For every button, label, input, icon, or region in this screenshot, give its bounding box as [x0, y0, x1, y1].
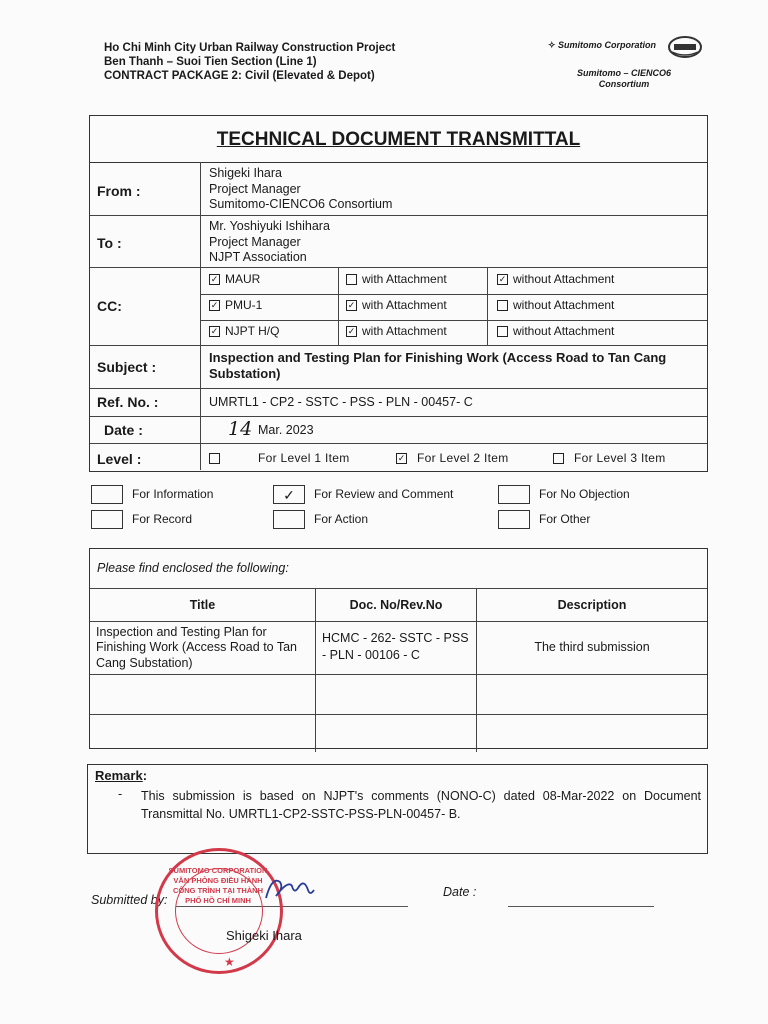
column-header-description: Description — [477, 589, 708, 621]
checkbox[interactable] — [497, 300, 508, 311]
level-option-text: For Level 2 Item — [417, 451, 509, 465]
level-option-text: For Level 1 Item — [258, 451, 350, 465]
purpose-label-3: For No Objection — [539, 487, 630, 501]
cell-title — [90, 715, 316, 752]
cc-without-attachment-0-text: without Attachment — [513, 272, 615, 286]
remark-bullet: - — [118, 787, 123, 801]
from-organization: Sumitomo-CIENCO6 Consortium — [209, 197, 393, 211]
date-label: Date : — [104, 422, 143, 438]
to-label: To : — [97, 235, 122, 251]
checkbox[interactable]: ✓ — [498, 274, 507, 285]
cc-recipient-0[interactable] — [209, 272, 260, 286]
enclosed-section — [89, 548, 708, 749]
stamp-star-icon: ★ — [224, 955, 235, 969]
cell-doc-no — [316, 675, 477, 715]
checkbox[interactable]: ✓ — [210, 274, 219, 285]
cc-with-attachment-2[interactable] — [346, 324, 447, 338]
level-option-3[interactable] — [553, 451, 666, 465]
purpose-label-2: For Review and Comment — [314, 487, 454, 501]
from-position: Project Manager — [209, 181, 301, 196]
transmittal-form — [89, 162, 708, 472]
purpose-label-4: For Record — [132, 512, 193, 526]
signer-name: Shigeki Ihara — [226, 928, 302, 943]
cc-with-attachment-0-text: with Attachment — [362, 272, 447, 286]
level-checkbox[interactable] — [209, 453, 220, 464]
purpose-checkbox-4[interactable] — [91, 510, 123, 529]
table-row — [90, 675, 707, 715]
cc-with-attachment-0[interactable] — [346, 272, 447, 286]
purpose-label-1: For Information — [132, 487, 214, 501]
sumitomo-mark-icon: ✧ — [548, 40, 559, 50]
cc-with-attachment-2-text: with Attachment — [362, 324, 447, 338]
purpose-checkbox-3[interactable] — [498, 485, 530, 504]
corporation-name: ✧ Sumitomo Corporation — [548, 40, 657, 50]
cc-recipient-2[interactable] — [209, 324, 279, 338]
cc-recipient-1[interactable] — [209, 298, 262, 312]
cell-description — [477, 675, 708, 715]
ref-value: UMRTL1 - CP2 - SSTC - PSS - PLN - 00457- C — [209, 395, 473, 409]
cc-recipient-2-text: NJPT H/Q — [225, 324, 280, 338]
level-option-1[interactable] — [209, 451, 350, 465]
from-block — [209, 166, 392, 213]
level-option-text: For Level 3 Item — [574, 451, 666, 465]
consortium-name: Sumitomo – CIENCO6 Consortium — [576, 68, 671, 89]
to-position: Project Manager — [209, 234, 301, 249]
cell-description: The third submission — [477, 621, 708, 675]
cc-with-attachment-1[interactable] — [346, 298, 447, 312]
checkbox[interactable]: ✓ — [210, 300, 219, 311]
purpose-checkbox-1[interactable] — [91, 485, 123, 504]
to-block — [209, 219, 330, 266]
table-row — [90, 621, 707, 675]
purpose-checkbox-5[interactable] — [273, 510, 305, 529]
remark-text: This submission is based on NJPT's comments (NONO-C) dated 08-Mar-2022 on Document Transmittal No. UMRTL1-CP2-SSTC-PSS-PLN-00457- B. — [141, 789, 701, 821]
from-label: From : — [97, 183, 141, 199]
checkbox[interactable]: ✓ — [347, 300, 356, 311]
submitted-by-label: Submitted by: — [91, 893, 168, 907]
cc-without-attachment-1-text: without Attachment — [513, 298, 615, 312]
cienco6-logo-icon — [668, 36, 702, 58]
cell-doc-no — [316, 715, 477, 752]
project-header — [104, 41, 395, 83]
remark-label: Remark: — [95, 768, 148, 783]
cc-without-attachment-0[interactable] — [497, 272, 614, 286]
cell-title — [90, 675, 316, 715]
purpose-checkbox-6[interactable] — [498, 510, 530, 529]
checkbox[interactable] — [497, 326, 508, 337]
cell-description — [477, 715, 708, 752]
cc-label: CC: — [97, 298, 122, 314]
enclosed-table — [90, 589, 707, 752]
to-name: Mr. Yoshiyuki Ishihara — [209, 219, 330, 233]
project-name: Ho Chi Minh City Urban Railway Construction Project — [104, 42, 396, 54]
remark-section — [87, 764, 708, 854]
cell-title: Inspection and Testing Plan for Finishing Work (Access Road to Tan Cang Substation) — [90, 621, 316, 675]
checkbox[interactable]: ✓ — [210, 326, 219, 337]
title-box — [89, 115, 708, 163]
checkbox[interactable]: ✓ — [347, 326, 356, 337]
enclosed-intro: Please find enclosed the following: — [97, 561, 289, 575]
purpose-checkbox-2[interactable]: ✓ — [273, 485, 305, 504]
subject-text: Inspection and Testing Plan for Finishing Work (Access Road to Tan Cang Substation) — [209, 350, 667, 381]
date-signature-label: Date : — [443, 885, 477, 899]
purpose-label-6: For Other — [539, 512, 591, 526]
document-title: TECHNICAL DOCUMENT TRANSMITTAL — [216, 129, 581, 150]
checkbox[interactable] — [346, 274, 357, 285]
company-stamp-text: SUMITOMO CORPORATION VĂN PHÒNG ĐIỀU HÀNH CÔNG TRÌNH TẠI THÀNH PHỐ HỒ CHÍ MINH — [168, 866, 268, 905]
table-row — [90, 715, 707, 752]
level-option-2[interactable] — [396, 451, 509, 465]
cell-doc-no: HCMC - 262- SSTC - PSS - PLN - 00106 - C — [316, 621, 477, 675]
column-header-doc-no: Doc. No/Rev.No — [316, 589, 477, 621]
cc-without-attachment-1[interactable] — [497, 298, 614, 312]
column-header-title: Title — [90, 589, 316, 621]
level-label: Level : — [97, 451, 142, 467]
ref-label: Ref. No. : — [97, 394, 159, 410]
purpose-label-5: For Action — [314, 512, 369, 526]
date-day-handwritten: 14 — [228, 418, 253, 440]
level-checkbox[interactable] — [553, 453, 564, 464]
cc-with-attachment-1-text: with Attachment — [362, 298, 447, 312]
level-checkbox[interactable]: ✓ — [397, 453, 406, 464]
contract-package: CONTRACT PACKAGE 2: Civil (Elevated & Depot) — [104, 70, 375, 82]
from-name: Shigeki Ihara — [209, 166, 282, 180]
date-month-year: Mar. 2023 — [258, 423, 314, 437]
project-section: Ben Thanh – Suoi Tien Section (Line 1) — [104, 56, 317, 68]
handwritten-signature-icon — [258, 868, 318, 908]
cc-recipient-1-text: PMU-1 — [225, 298, 263, 312]
cc-without-attachment-2-text: without Attachment — [513, 324, 615, 338]
subject-label: Subject : — [97, 359, 157, 375]
to-organization: NJPT Association — [209, 250, 307, 264]
cc-without-attachment-2[interactable] — [497, 324, 614, 338]
cc-recipient-0-text: MAUR — [225, 272, 261, 286]
